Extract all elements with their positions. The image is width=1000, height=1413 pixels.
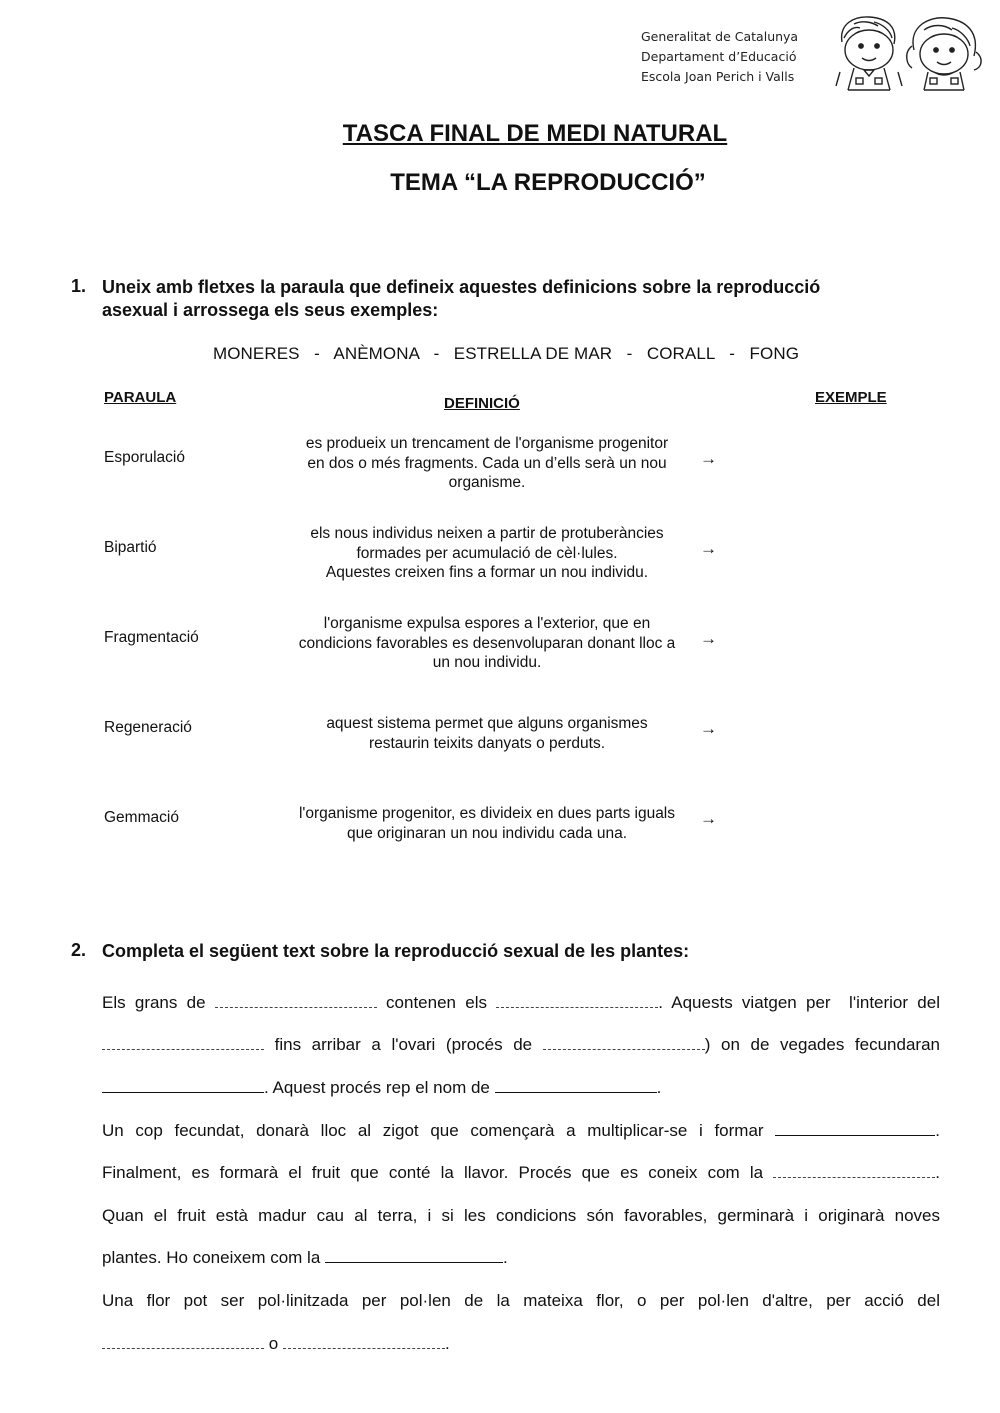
blank-input[interactable] <box>215 993 377 1008</box>
text-line-8 <box>102 1291 940 1311</box>
blank-input[interactable] <box>102 1078 264 1093</box>
blank-input[interactable] <box>325 1248 503 1263</box>
definition-4-line-1: aquest sistema permet que alguns organismes <box>326 715 648 732</box>
text-fragment: Una flor pot ser pol·linitzada per pol·len de la mateixa flor, o per pol·len d'altre, per acció del <box>102 1291 940 1310</box>
text-fragment: fins arribar a l'ovari (procés de <box>274 1035 533 1054</box>
text-line-2 <box>102 1035 940 1055</box>
definition-4-line-2: restaurin teixits danyats o perduts. <box>368 734 606 752</box>
blank-input[interactable] <box>543 1035 705 1050</box>
question-1-line-2: asexual i arrossega els seus exemples: <box>102 300 439 320</box>
school-header <box>641 27 798 87</box>
text-fragment: plantes. Ho coneixem com la <box>102 1248 321 1267</box>
definition-1-line-2: en dos o més fragments. Cada un d’ells serà un nou <box>307 454 667 472</box>
definition-2 <box>270 524 704 583</box>
column-header-exemple: EXEMPLE <box>815 389 887 406</box>
example-word-bank[interactable]: MONERES - ANÈMONA - ESTRELLA DE MAR - CORALL - FONG <box>212 344 800 363</box>
header-line-generalitat: Generalitat de Catalunya <box>641 29 799 44</box>
term-gemmacio[interactable]: Gemmació <box>104 809 179 826</box>
definition-3-line-2: condicions favorables es desenvoluparan donant lloc a <box>298 634 676 652</box>
text-line-3 <box>102 1078 940 1098</box>
term-biparticio[interactable]: Bipartió <box>104 539 157 556</box>
term-fragmentacio[interactable]: Fragmentació <box>104 629 199 646</box>
blank-input[interactable] <box>775 1121 935 1136</box>
text-fragment: . <box>503 1248 508 1267</box>
blank-input[interactable] <box>102 1334 264 1349</box>
text-fragment: Un cop fecundat, donarà lloc al zigot que començarà a multiplicar-se i formar <box>102 1121 764 1140</box>
question-2-text: Completa el següent text sobre la reproducció sexual de les plantes: <box>102 941 690 961</box>
definition-1-line-3: organisme. <box>448 474 526 491</box>
arrow-icon[interactable]: → <box>700 719 717 738</box>
arrow-icon[interactable]: → <box>700 449 717 468</box>
definition-2-line-3: Aquestes creixen fins a formar un nou individu. <box>325 564 649 581</box>
term-regeneracio[interactable]: Regeneració <box>104 719 192 736</box>
text-fragment: Els grans de <box>102 993 206 1012</box>
column-header-definicio: DEFINICIÓ <box>444 395 520 412</box>
text-line-5 <box>102 1163 940 1183</box>
blank-input[interactable] <box>495 1078 657 1093</box>
definition-5-line-2: que originaran un nou individu cada una. <box>346 824 628 842</box>
definition-3-line-3: un nou individu. <box>432 654 542 671</box>
arrow-icon[interactable]: → <box>700 809 717 828</box>
definition-1 <box>270 434 704 493</box>
text-fragment: ) on de vegades fecundaran <box>704 1035 940 1054</box>
definition-3-line-1: l'organisme expulsa espores a l'exterior, que en <box>323 615 651 632</box>
text-fragment: contenen els <box>386 993 487 1012</box>
question-1-number: 1. <box>71 276 87 296</box>
arrow-icon[interactable]: → <box>700 629 717 648</box>
definition-1-line-1: es produeix un trencament de l'organisme progenitor <box>305 435 669 452</box>
page-subtitle: TEMA “LA REPRODUCCIÓ” <box>390 169 706 196</box>
text-fragment: . <box>935 1163 940 1182</box>
definition-2-line-1: els nous individus neixen a partir de protuberàncies <box>310 525 664 542</box>
header-line-department: Departament d’Educació <box>641 49 797 64</box>
page-title: TASCA FINAL DE MEDI NATURAL <box>342 120 728 147</box>
term-esporulacio[interactable]: Esporulació <box>104 449 185 466</box>
column-header-paraula: PARAULA <box>104 389 177 406</box>
blank-input[interactable] <box>496 993 658 1008</box>
text-fragment: . Aquest procés rep el nom de <box>264 1078 490 1097</box>
text-line-9 <box>102 1334 940 1354</box>
definition-5 <box>270 804 704 843</box>
definition-2-line-2: formades per acumulació de cèl·lules. <box>356 544 618 562</box>
text-line-4 <box>102 1121 940 1141</box>
text-fragment: . <box>935 1121 940 1140</box>
definition-4 <box>270 714 704 753</box>
arrow-icon[interactable]: → <box>700 539 717 558</box>
text-fragment: . <box>656 1078 662 1097</box>
definition-5-line-1: l'organisme progenitor, es divideix en dues parts iguals <box>298 805 676 822</box>
text-fragment: . <box>444 1334 450 1353</box>
blank-input[interactable] <box>773 1163 935 1178</box>
blank-input[interactable] <box>283 1334 445 1349</box>
blank-input[interactable] <box>102 1035 264 1050</box>
question-1-line-1: Uneix amb fletxes la paraula que defineix aquestes definicions sobre la reproducció <box>102 277 821 297</box>
text-fragment: . Aquests viatgen per l'interior del <box>658 993 940 1012</box>
text-line-1 <box>102 993 940 1013</box>
definition-3 <box>270 614 704 673</box>
text-fragment: o <box>268 1334 279 1353</box>
question-1-text <box>102 276 820 322</box>
two-children-drawing-icon <box>834 12 984 92</box>
text-line-7 <box>102 1248 940 1268</box>
question-2-number: 2. <box>71 940 87 960</box>
text-line-6 <box>102 1206 940 1226</box>
text-fragment: Quan el fruit està madur cau al terra, i si les condicions són favorables, germinarà i originarà noves <box>102 1206 940 1225</box>
text-fragment: Finalment, es formarà el fruit que conté la llavor. Procés que es coneix com la <box>102 1163 764 1182</box>
header-line-school: Escola Joan Perich i Valls <box>641 69 795 84</box>
